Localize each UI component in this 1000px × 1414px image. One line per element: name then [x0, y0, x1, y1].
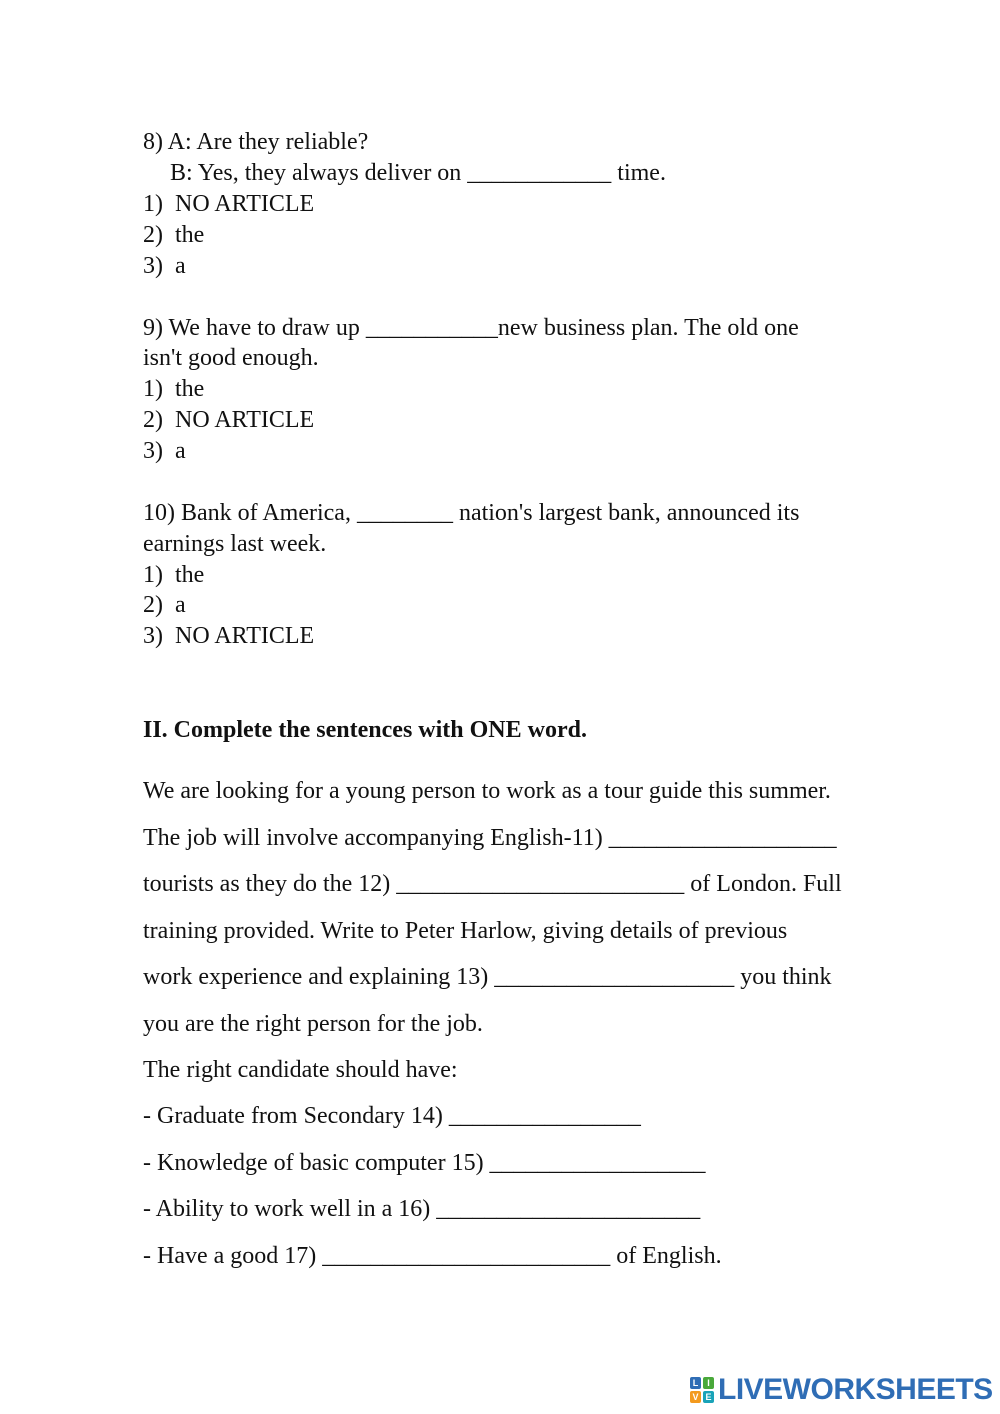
question-9-option-1: 1) the: [143, 376, 205, 402]
question-8-prompt: 8) A: Are they reliable?: [143, 129, 369, 155]
logo-mark-letter: V: [690, 1391, 701, 1403]
liveworksheets-logo: [690, 1372, 993, 1408]
paragraph-line: work experience and explaining 13) ____________________ you think: [143, 964, 832, 990]
question-10-option-3: 3) NO ARTICLE: [143, 623, 315, 649]
question-10-line-2: earnings last week.: [143, 531, 327, 557]
question-8-option-2: 2) the: [143, 222, 205, 248]
requirement-line: - Knowledge of basic computer 15) __________________: [143, 1150, 706, 1176]
liveworksheets-logo-text: LIVEWORKSHEETS: [718, 1373, 993, 1406]
question-9-option-3: 3) a: [143, 438, 186, 464]
section-2-heading: II. Complete the sentences with ONE word.: [143, 717, 587, 743]
requirement-line: - Ability to work well in a 16) ______________________: [143, 1196, 701, 1222]
logo-mark-letter: E: [703, 1391, 714, 1403]
paragraph-line: training provided. Write to Peter Harlow, giving details of previous: [143, 918, 788, 944]
paragraph-line: you are the right person for the job.: [143, 1011, 483, 1037]
paragraph-line: We are looking for a young person to work as a tour guide this summer.: [143, 778, 831, 804]
logo-mark-letter: I: [703, 1377, 714, 1389]
question-8-option-1: 1) NO ARTICLE: [143, 191, 315, 217]
question-10-option-2: 2) a: [143, 592, 186, 618]
paragraph-line: tourists as they do the 12) ________________________ of London. Full: [143, 871, 842, 897]
question-10-line-1: 10) Bank of America, ________ nation's largest bank, announced its: [143, 500, 800, 526]
question-8-option-3: 3) a: [143, 253, 186, 279]
logo-mark-letter: L: [690, 1377, 701, 1389]
question-10-option-1: 1) the: [143, 562, 205, 588]
question-9-line-2: isn't good enough.: [143, 345, 319, 371]
question-9-line-1: 9) We have to draw up ___________new business plan. The old one: [143, 315, 799, 341]
paragraph-line: The right candidate should have:: [143, 1057, 458, 1083]
question-8-response: B: Yes, they always deliver on ____________ time.: [170, 160, 666, 186]
requirement-line: - Have a good 17) ________________________ of English.: [143, 1243, 722, 1269]
requirement-line: - Graduate from Secondary 14) ________________: [143, 1103, 641, 1129]
liveworksheets-logo-icon: [690, 1377, 714, 1403]
question-9-option-2: 2) NO ARTICLE: [143, 407, 315, 433]
paragraph-line: The job will involve accompanying English-11) ___________________: [143, 825, 837, 851]
